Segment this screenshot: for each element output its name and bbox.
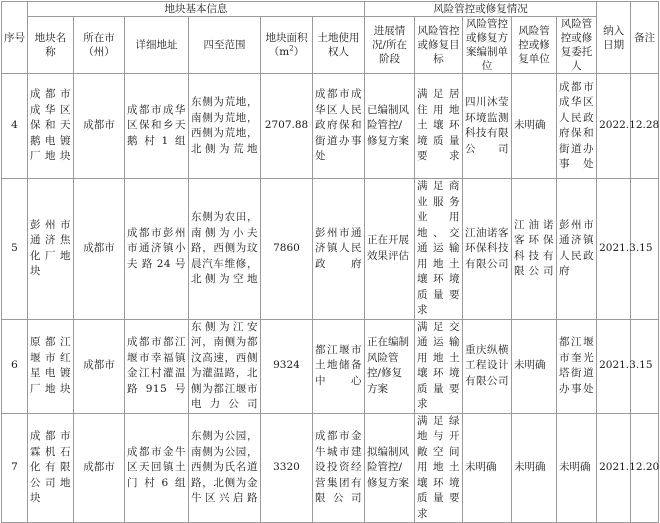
cell-exec-unit: 未明确 bbox=[512, 413, 557, 523]
cell-seq: 7 bbox=[2, 413, 28, 523]
cell-target: 满足商业服务业用地、交通运输用地土壤环境质量要求 bbox=[415, 179, 463, 320]
header-group-risk-control: 风险管控或修复情况 bbox=[365, 2, 597, 17]
header-area-unit-exponent: 2 bbox=[289, 44, 294, 53]
header-exec-unit: 风险管控或修复单位 bbox=[512, 17, 557, 74]
cell-target: 满足居住用地土壤环境质量要求 bbox=[415, 74, 463, 179]
cell-address: 成都市金牛区天回镇土门村6组 bbox=[125, 413, 189, 523]
cell-stage: 拟编制风险管控/修复方案 bbox=[365, 413, 415, 523]
cell-plot-name: 成都市霖机石化有限公司地块 bbox=[28, 413, 74, 523]
cell-address: 成都市成华区保和乡天鹅村1组 bbox=[125, 74, 189, 179]
header-group-basic-info: 地块基本信息 bbox=[28, 2, 365, 17]
cell-owner: 成都市金牛城市建设投资经营集团有限公司 bbox=[313, 413, 365, 523]
cell-plan-unit: 四川沐莹环境监测科技有限公司 bbox=[463, 74, 512, 179]
cell-seq: 5 bbox=[2, 179, 28, 320]
cell-date: 2021.12.20 bbox=[597, 413, 631, 523]
header-stage: 进展情况/所在阶段 bbox=[365, 17, 415, 74]
cell-target: 满足绿地与开敞空间用地土壤环境质量要求 bbox=[415, 413, 463, 523]
cell-plan-unit: 重庆纵横工程设计有限公司 bbox=[463, 319, 512, 413]
cell-date: 2022.12.28 bbox=[597, 74, 631, 179]
cell-city: 成都市 bbox=[74, 74, 125, 179]
header-date: 纳入日期 bbox=[597, 2, 631, 74]
cell-client: 都江堰市奎光塔街道办事处 bbox=[557, 319, 597, 413]
cell-date: 2021.3.15 bbox=[597, 179, 631, 320]
table-row bbox=[2, 179, 659, 320]
cell-seq: 6 bbox=[2, 319, 28, 413]
header-target: 风险管控或修复目标 bbox=[415, 17, 463, 74]
cell-boundary: 东侧为公园，南侧为公园，西侧为氏名道路，北侧为金牛区兴启路 bbox=[189, 413, 261, 523]
header-remark: 备注 bbox=[631, 2, 659, 74]
cell-area: 2707.88 bbox=[261, 74, 313, 179]
header-area bbox=[261, 17, 313, 74]
cell-boundary: 东侧为农田，南侧为小夫路，西侧为玟晨汽车维修，北侧为空地 bbox=[189, 179, 261, 320]
cell-client: 未明确 bbox=[557, 413, 597, 523]
cell-owner: 都江堰市土地储备中心 bbox=[313, 319, 365, 413]
cell-plot-name: 原都江堰市红星电镀厂地块 bbox=[28, 319, 74, 413]
table-row bbox=[2, 319, 659, 413]
cell-address: 成都市彭州市通济镇小夫路24号 bbox=[125, 179, 189, 320]
cell-boundary: 东侧为荒地，南侧为荒地，西侧为荒地，北侧为荒地 bbox=[189, 74, 261, 179]
cell-city: 成都市 bbox=[74, 319, 125, 413]
header-plan-unit: 风险管控或修复方案编制单位 bbox=[463, 17, 512, 74]
cell-city: 成都市 bbox=[74, 413, 125, 523]
cell-area: 3320 bbox=[261, 413, 313, 523]
cell-target: 满足交通运输用地土壤环境质量要求 bbox=[415, 319, 463, 413]
header-owner: 土地使用权人 bbox=[313, 17, 365, 74]
cell-area: 7860 bbox=[261, 179, 313, 320]
cell-boundary: 东侧为江安河，南侧为都汶高速，西侧为灌温路，北侧为都江堰市电力公司 bbox=[189, 319, 261, 413]
header-client: 风险管控或修复委托人 bbox=[557, 17, 597, 74]
cell-address: 成都市都江堰市幸福镇金江村灌温路915号 bbox=[125, 319, 189, 413]
table-row bbox=[2, 74, 659, 179]
cell-plot-name: 彭州市通济焦化厂地块 bbox=[28, 179, 74, 320]
header-plot-name: 地块名称 bbox=[28, 17, 74, 74]
header-seq: 序号 bbox=[2, 2, 28, 74]
table-row bbox=[2, 413, 659, 523]
cell-stage: 正在编制风险管控/修复方案 bbox=[365, 319, 415, 413]
contaminated-plot-table bbox=[1, 1, 659, 523]
cell-date: 2021.3.15 bbox=[597, 319, 631, 413]
cell-owner: 彭州市通济镇人民政府 bbox=[313, 179, 365, 320]
plot-table-wrapper bbox=[1, 1, 660, 520]
cell-plan-unit: 未明确 bbox=[463, 413, 512, 523]
cell-client: 彭州市通济镇人民政府 bbox=[557, 179, 597, 320]
header-area-suffix: ） bbox=[293, 46, 305, 58]
cell-plot-name: 成都市成华区保和天鹅电镀厂地块 bbox=[28, 74, 74, 179]
header-city: 所在市（州） bbox=[74, 17, 125, 74]
cell-plan-unit: 江油诺客环保科技有限公司 bbox=[463, 179, 512, 320]
cell-client: 成都市成华区人民政府保和街道办事处 bbox=[557, 74, 597, 179]
cell-area: 9324 bbox=[261, 319, 313, 413]
cell-exec-unit: 未明确 bbox=[512, 74, 557, 179]
header-boundary: 四至范围 bbox=[189, 17, 261, 74]
cell-owner: 成都市成华区人民政府保和街道办事处 bbox=[313, 74, 365, 179]
cell-stage: 正在开展效果评估 bbox=[365, 179, 415, 320]
cell-seq: 4 bbox=[2, 74, 28, 179]
cell-city: 成都市 bbox=[74, 179, 125, 320]
cell-exec-unit: 江油诺客环保科技有限公司 bbox=[512, 179, 557, 320]
cell-stage: 已编制风险管控/修复方案 bbox=[365, 74, 415, 179]
header-address: 详细地址 bbox=[125, 17, 189, 74]
header-area-prefix: 地块面积（m bbox=[265, 32, 308, 58]
cell-exec-unit: 未明确 bbox=[512, 319, 557, 413]
